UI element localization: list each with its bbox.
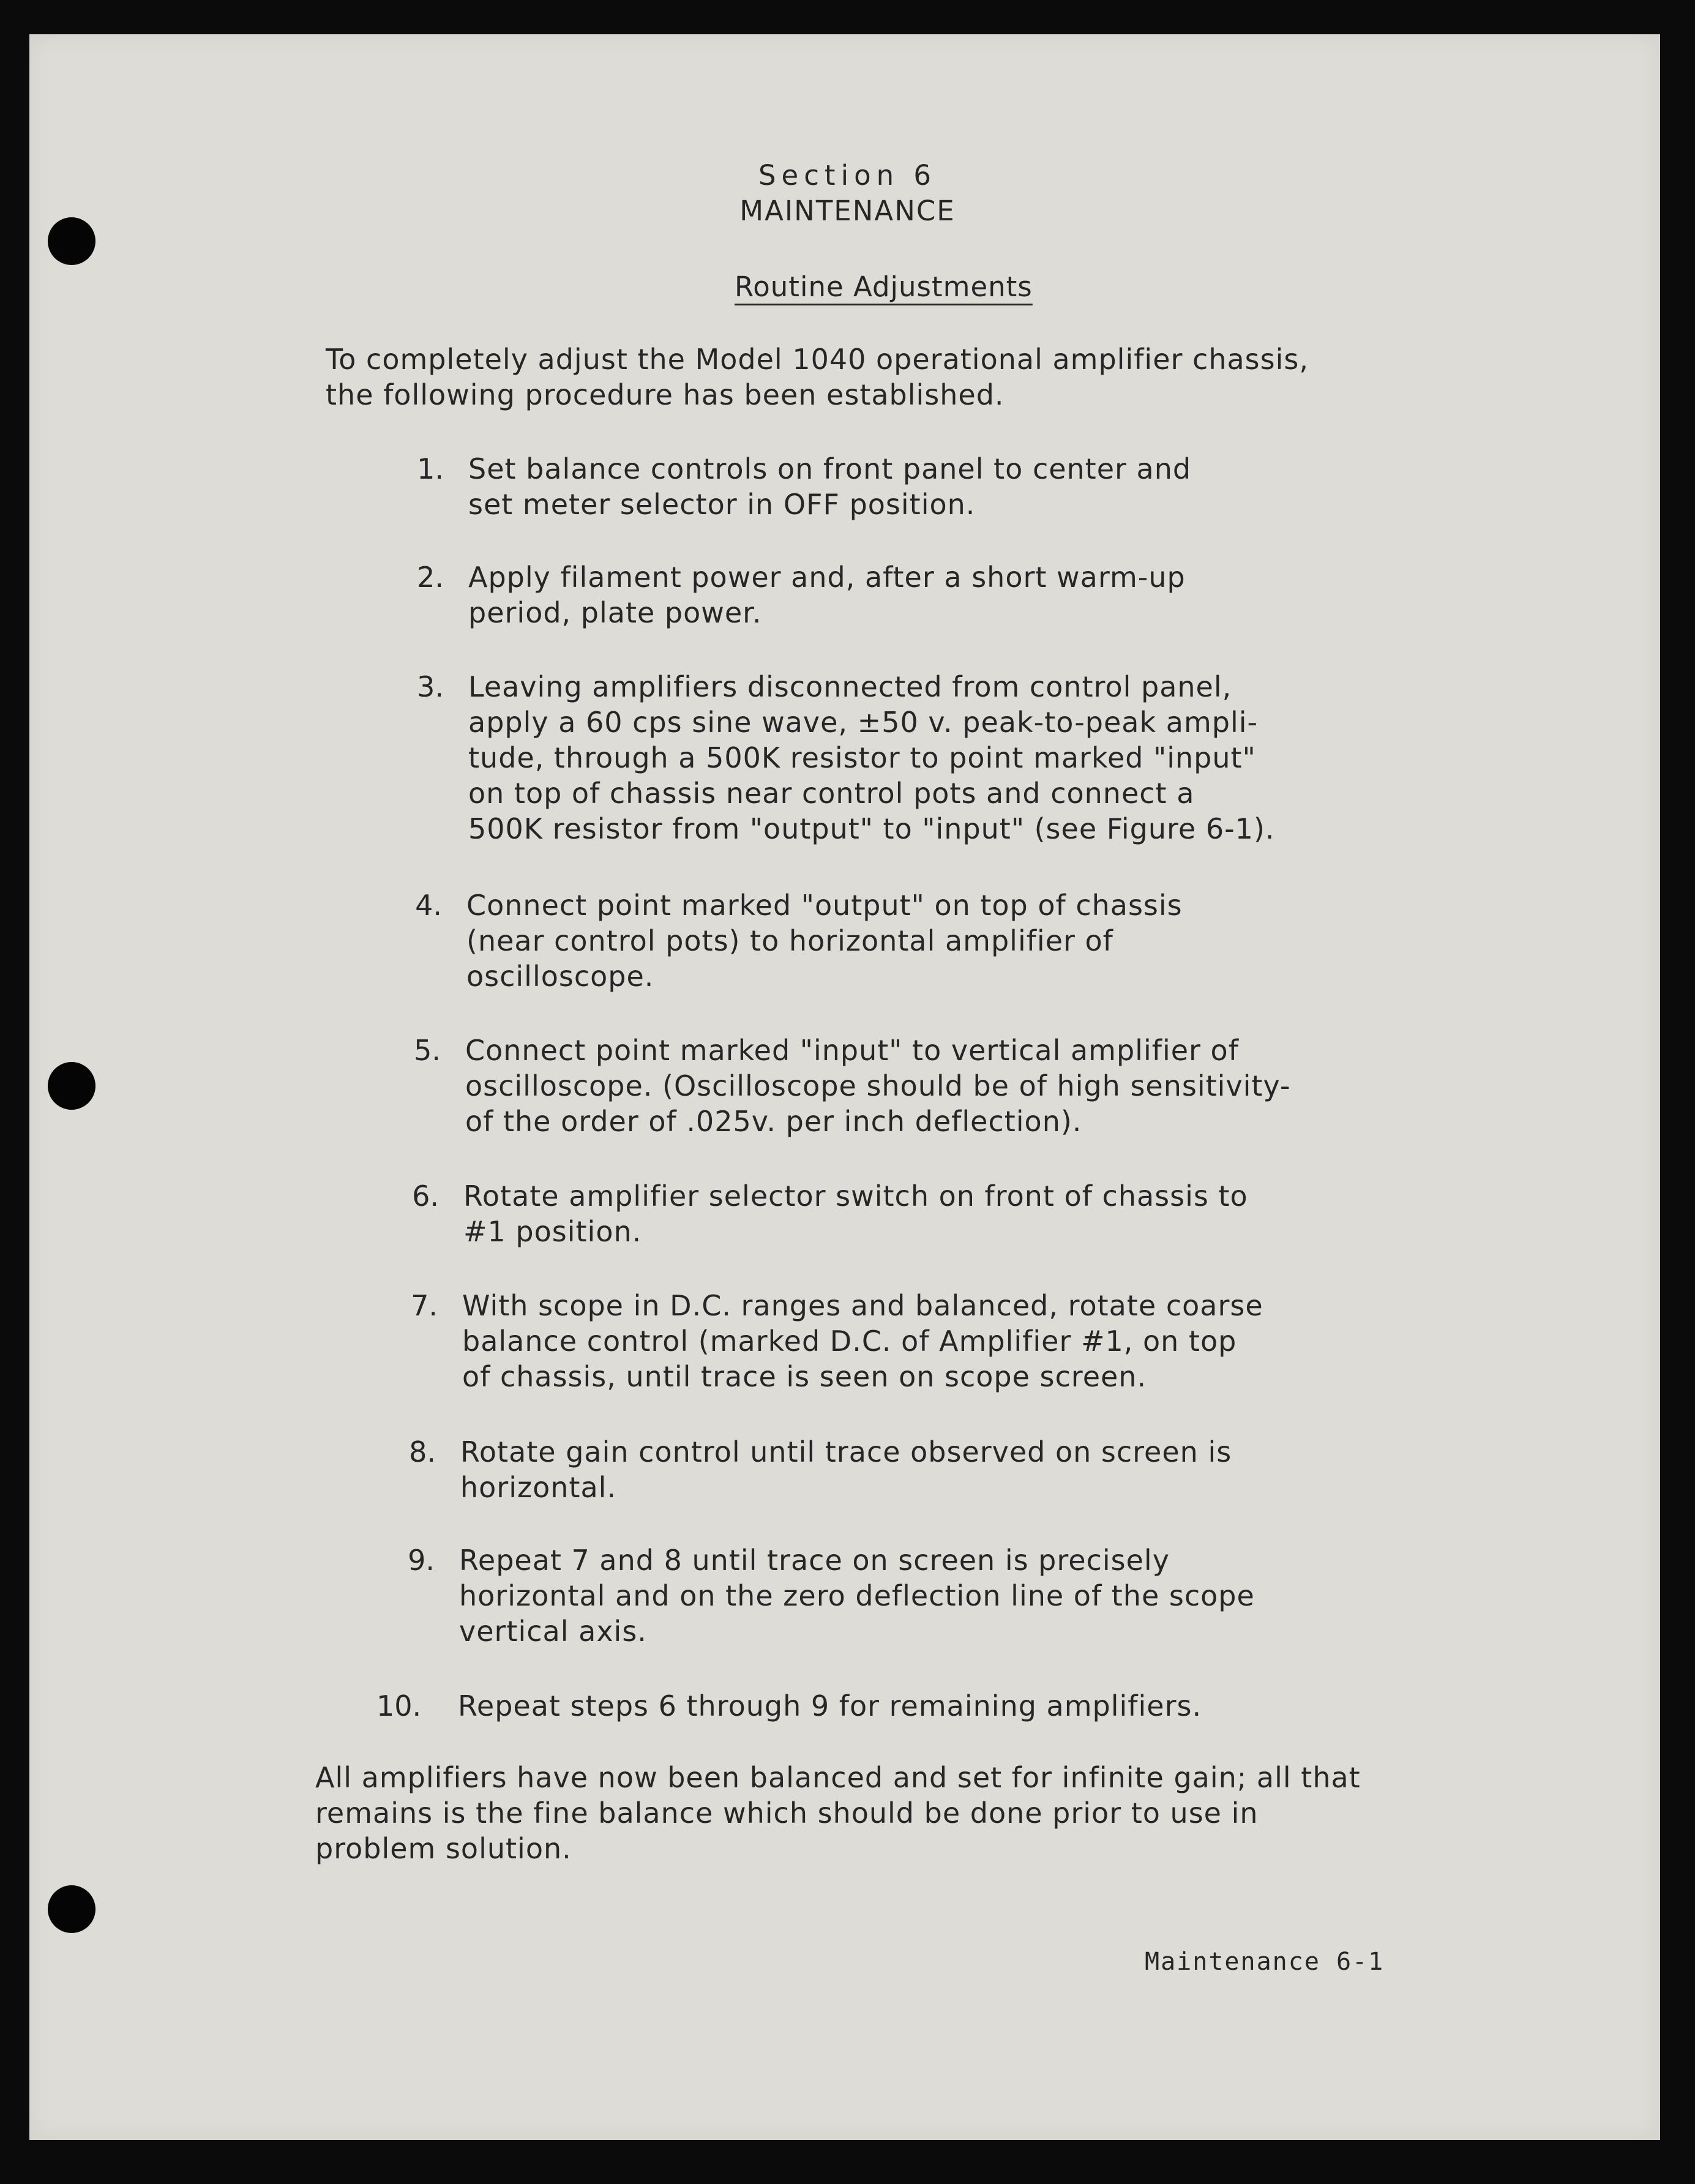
step-line: set meter selector in OFF position.	[468, 488, 976, 521]
page-footer: Maintenance 6-1	[1145, 1948, 1385, 1976]
step-text	[462, 1288, 1263, 1394]
step-text	[460, 1434, 1232, 1505]
step-text	[466, 888, 1183, 994]
step-number: 4.	[415, 889, 442, 922]
step-line: balance control (marked D.C. of Amplifier #1, on top	[462, 1325, 1237, 1358]
step-line: tude, through a 500K resistor to point marked "input"	[468, 741, 1256, 774]
step-text	[468, 669, 1275, 847]
step-line: Rotate amplifier selector switch on front of chassis to	[463, 1180, 1248, 1213]
step-line: apply a 60 cps sine wave, ±50 v. peak-to-peak ampli-	[468, 706, 1259, 739]
step-text	[468, 451, 1191, 522]
intro-line: To completely adjust the Model 1040 operational amplifier chassis,	[326, 343, 1309, 376]
step-line: Rotate gain control until trace observed on screen is	[460, 1435, 1232, 1468]
step-line: period, plate power.	[468, 596, 762, 629]
step-text	[459, 1543, 1255, 1649]
step-line: #1 position.	[463, 1215, 642, 1248]
step-line: Repeat 7 and 8 until trace on screen is precisely	[459, 1544, 1170, 1577]
step-line: on top of chassis near control pots and connect a	[468, 777, 1195, 810]
step-line: Leaving amplifiers disconnected from control panel,	[468, 670, 1232, 703]
step-line: Connect point marked "input" to vertical amplifier of	[465, 1034, 1239, 1067]
step-text	[458, 1688, 1202, 1724]
step-text	[465, 1033, 1291, 1139]
step-number: 8.	[409, 1435, 436, 1468]
step-line: Set balance controls on front panel to center and	[468, 452, 1192, 485]
step-number: 5.	[414, 1034, 441, 1067]
step-line: With scope in D.C. ranges and balanced, rotate coarse	[462, 1289, 1263, 1322]
step-line: vertical axis.	[459, 1615, 647, 1648]
closing-line: remains is the fine balance which should be done prior to use in	[315, 1797, 1259, 1830]
step-number: 2.	[417, 561, 444, 594]
step-line: of chassis, until trace is seen on scope screen.	[462, 1360, 1147, 1393]
step-line: oscilloscope.	[466, 960, 654, 993]
step-number: 6.	[412, 1180, 439, 1213]
step-line: (near control pots) to horizontal amplifier of	[466, 924, 1113, 957]
step-line: of the order of .025v. per inch deflection).	[465, 1105, 1082, 1138]
step-line: Repeat steps 6 through 9 for remaining amplifiers.	[458, 1689, 1202, 1722]
step-number: 7.	[411, 1289, 438, 1322]
step-line: horizontal and on the zero deflection line of the scope	[459, 1579, 1255, 1612]
closing-line: All amplifiers have now been balanced and set for infinite gain; all that	[315, 1761, 1361, 1794]
step-number: 9.	[408, 1544, 435, 1577]
subsection-heading: Routine Adjustments	[735, 271, 1033, 303]
step-number: 3.	[417, 670, 444, 703]
step-line: horizontal.	[460, 1471, 617, 1504]
step-line: oscilloscope. (Oscilloscope should be of high sensitivity-	[465, 1069, 1291, 1102]
step-text	[468, 559, 1186, 630]
section-title: MAINTENANCE	[739, 195, 956, 227]
closing-paragraph	[315, 1760, 1361, 1866]
intro-line: the following procedure has been established.	[326, 378, 1005, 411]
step-line: 500K resistor from "output" to "input" (see Figure 6-1).	[468, 812, 1275, 845]
step-number: 1.	[417, 452, 444, 485]
punch-hole	[48, 1885, 95, 1933]
punch-hole	[48, 1062, 95, 1110]
step-text	[463, 1178, 1248, 1249]
section-number: Section 6	[758, 159, 937, 192]
step-line: Apply filament power and, after a short warm-up	[468, 561, 1186, 594]
step-line: Connect point marked "output" on top of chassis	[466, 889, 1183, 922]
intro-paragraph	[326, 342, 1309, 413]
step-number: 10.	[376, 1689, 422, 1722]
closing-line: problem solution.	[315, 1832, 572, 1865]
